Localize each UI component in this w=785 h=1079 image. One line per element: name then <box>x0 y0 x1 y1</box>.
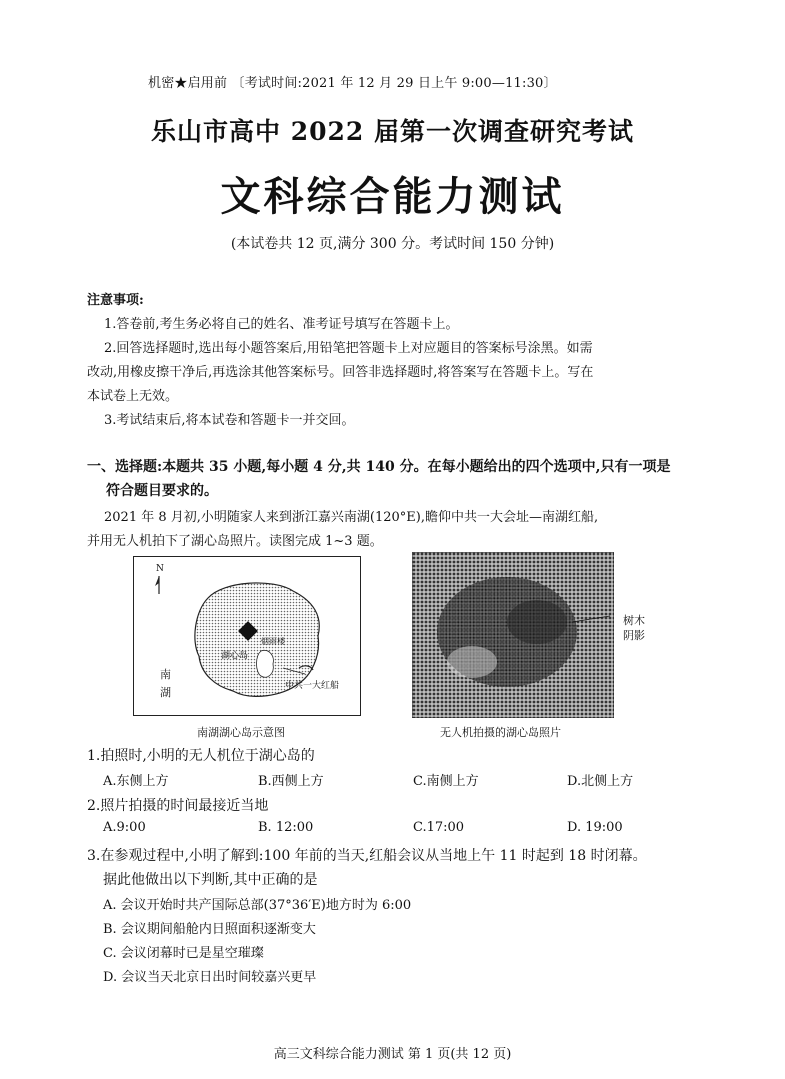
lake-label-2: 湖 <box>160 686 171 699</box>
q2-option-d: D. 19:00 <box>567 820 623 835</box>
q2-option-c: C.17:00 <box>413 820 465 835</box>
open-ground <box>447 646 497 678</box>
q1-option-b: B.西侧上方 <box>258 774 324 789</box>
notice-item-1: 1.答卷前,考生务必将自己的姓名、准考证号填写在答题卡上。 <box>104 317 459 332</box>
tree-shadow <box>507 600 567 644</box>
q1-option-d: D.北侧上方 <box>567 774 634 789</box>
notice-item-3: 3.考试结束后,将本试卷和答题卡一并交回。 <box>104 413 355 428</box>
intro-line-1: 2021 年 8 月初,小明随家人来到浙江嘉兴南湖(120°E),瞻仰中共一大会址—南湖红船, <box>104 510 599 525</box>
confidential-exam-time: 机密★启用前 〔考试时间:2021 年 12 月 29 日上午 9:00—11:30〕 <box>148 76 557 91</box>
question-3-stem-line-2: 据此他做出以下判断,其中正确的是 <box>103 872 318 888</box>
q2-option-a: A.9:00 <box>103 820 146 835</box>
question-2-stem: 2.照片拍摄的时间最接近当地 <box>87 798 269 814</box>
photo-caption: 无人机拍摄的湖心岛照片 <box>440 726 561 739</box>
photo-annotation-2: 阴影 <box>623 629 645 642</box>
q3-option-a: A. 会议开始时共产国际总部(37°36′E)地方时为 6:00 <box>103 898 412 913</box>
q3-option-c: C. 会议闭幕时已是星空璀璨 <box>103 946 264 961</box>
question-1-stem: 1.拍照时,小明的无人机位于湖心岛的 <box>87 748 315 764</box>
notice-item-2-line-2: 改动,用橡皮擦干净后,再选涂其他答案标号。回答非选择题时,将答案写在答题卡上。写在 <box>87 365 594 380</box>
building-label: 烟雨楼 <box>261 637 285 646</box>
photo-annotation-1: 树木 <box>623 614 645 627</box>
lake-island-map <box>133 556 361 716</box>
notice-item-2-line-1: 2.回答选择题时,选出每小题答案后,用铅笔把答题卡上对应题目的答案标号涂黑。如需 <box>104 341 593 356</box>
drone-photo <box>412 552 614 718</box>
q2-option-b: B. 12:00 <box>258 820 314 835</box>
section-heading-cont: 符合题目要求的。 <box>106 483 218 499</box>
q1-option-a: A.东侧上方 <box>103 774 169 789</box>
question-3-stem-line-1: 3.在参观过程中,小明了解到:100 年前的当天,红船会议从当地上午 11 时起到 18 时闭幕。 <box>87 848 647 864</box>
q3-option-b: B. 会议期间船舱内日照面积逐渐变大 <box>103 922 316 937</box>
map-caption: 南湖湖心岛示意图 <box>197 726 285 739</box>
page-footer: 高三文科综合能力测试 第 1 页(共 12 页) <box>273 1047 512 1062</box>
north-label: N <box>156 564 164 574</box>
intro-line-2: 并用无人机拍下了湖心岛照片。读图完成 1~3 题。 <box>87 534 383 549</box>
exam-info: (本试卷共 12 页,满分 300 分。考试时间 150 分钟) <box>230 236 555 252</box>
boat-label: 中共一大红船 <box>285 681 340 691</box>
island-label: 湖心岛 <box>221 651 249 661</box>
notice-item-2-line-3: 本试卷上无效。 <box>87 389 179 404</box>
section-heading: 一、选择题:本题共 35 小题,每小题 4 分,共 140 分。在每小题给出的四个选项中,只有一项是 <box>87 459 671 475</box>
q3-option-d: D. 会议当天北京日出时间较嘉兴更早 <box>103 970 317 985</box>
subject-title: 文科综合能力测试 <box>220 173 565 220</box>
inner-pond <box>257 650 274 677</box>
q1-option-c: C.南侧上方 <box>413 774 479 789</box>
photo-svg <box>412 552 614 718</box>
exam-title: 乐山市高中 2022 届第一次调查研究考试 <box>151 117 634 146</box>
notice-heading: 注意事项: <box>87 293 144 308</box>
lake-label-1: 南 <box>160 668 171 681</box>
